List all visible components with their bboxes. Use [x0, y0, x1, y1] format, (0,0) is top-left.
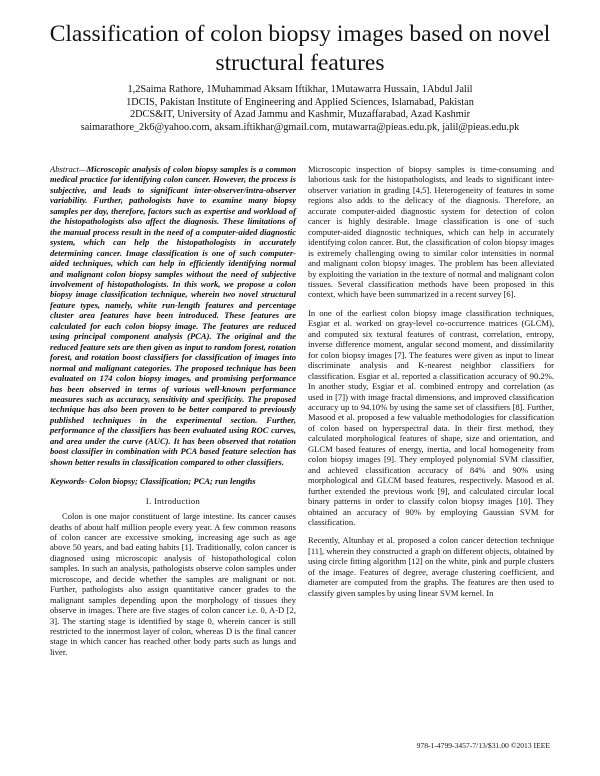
abstract-label: Abstract—	[50, 164, 87, 174]
author-emails: saimarathore_2k6@yahoo.com, aksam.iftikhar@gmail.com, mutawarra@pieas.edu.pk, jalil@pieas.edu.pk	[80, 121, 520, 133]
body-paragraph-1: Microscopic inspection of biopsy samples is time-consuming and laborious task for the histopathologists, and leads to significant inter-observer variation in grading [4,5]. Heterogeneity of features in some regions also adds to the delicacy of the diagnosis. Therefore, an accurate computer-aided diagnostic system for detection of colon cancer is highly desirable. Image classification is one of such computer-aided diagnostic techniques, which can help in accurately identifying colon cancer. But, the classification of colon biopsy images is extremely challenging owing to similar color intensities in normal and malignant colon biopsy images. The problem has been alleviated by exploiting the variation in the texture of normal and malignant colon tissues. Several classification methods have been proposed in this context, which have been summarized in a recent survey [6].	[308, 164, 554, 300]
affiliation-2: 2DCS&IT, University of Azad Jammu and Kashmir, Muzaffarabad, Azad Kashmir	[129, 109, 471, 120]
keywords: Keywords- Colon biopsy; Classification; PCA; run lengths	[50, 476, 256, 487]
body-paragraph-3: Recently, Altunbay et al. proposed a colon cancer detection technique [11], wherein they constructed a graph on different objects, obtained by using circle fitting algorithm [12] on the white, pink and purple clusters of the image. Features of degree, average clustering coefficient, and diameter are computed from the graphs. The features are then used to classify given samples by using linear SVM kernel. In	[308, 535, 554, 598]
section-heading-introduction: I. Introduction	[145, 495, 201, 506]
author-block	[30, 84, 570, 134]
abstract-text: Microscopic analysis of colon biopsy samples is a common medical practice for identifying colon cancer. However, the process is subjective, and leads to significant inter-observer/intra-observer variability. Further, pathologists have to examine many biopsy samples per day, therefore, factors such as expertise and workload of the histopathologists also affect the diagnosis. These limitations of the manual process result in the need of a computer-aided diagnostic system, which can help the histopathologists in accurately determining cancer. Image classification is one of such computer-aided techniques, which can help in efficiently identifying normal and malignant colon biopsy samples without the need of subjective involvement of histopathologists. In this work, we propose a colon biopsy image classification technique, wherein two novel structural feature types, namely, white run-length features and percentage cluster area features have been introduced. These features are calculated for each colon biopsy image. The features are reduced using principal component analysis (PCA). The original and the reduced feature sets are then given as input to random forest, rotation forest, and rotation boost classifiers for classification of images into normal and malignant categories. The proposed technique has been evaluated on 174 colon biopsy images, and promising performance has been observed in terms of various well-known performance measures such as accuracy, sensitivity and specificity. The proposed technique has also been proven to be better compared to previously published techniques in the experimental section. Further, performance of the classifiers has been evaluated using ROC curves, and area under the curve (AUC). It has been observed that rotation boost classifier in combination with PCA based feature selection has shown better results in classification compared to other classifiers.	[50, 164, 296, 467]
paper-title: Classification of colon biopsy images based on novel structural features	[49, 21, 551, 76]
author-line: 1,2Saima Rathore, 1Muhammad Aksam Iftikhar, 1Mutawarra Hussain, 1Abdul Jalil	[127, 84, 473, 95]
abstract	[50, 164, 296, 467]
affiliation-1: 1DCIS, Pakistan Institute of Engineering and Applied Sciences, Islamabad, Pakistan	[126, 96, 474, 108]
intro-paragraph-1: Colon is one major constituent of large intestine. Its cancer causes deaths of about half million people every year. A few common reasons of colon cancer are excessive smoking, increasing age such as age above 50 years, and bad eating habits [1]. Traditionally, colon cancer is diagnosed using microscopic analysis of histopathological colon samples. In such an analysis, pathologists observe colon samples under microscope, and decide whether the samples are malignant or not. Further, pathologists also assign quantitative cancer grades to the malignant samples depending upon the morphology of tissues they observe in images. There are five stages of colon cancer i.e. 0, A-D [2, 3]. The starting stage is identified by stage 0, wherein cancer is still restricted to the innermost layer of colon, whereas D is the final cancer stage in which cancer has reached other body parts such as lungs and liver.	[50, 511, 296, 657]
left-column	[50, 164, 296, 657]
body-paragraph-2: In one of the earliest colon biopsy image classification techniques, Esgiar et al. worked on gray-level co-occurrence matrices (GLCM), and computed six textural features of contrast, correlation, entropy, inverse difference moment, angular second moment, and dissimilarity for colon biopsy images [7]. The features were given as input to linear discriminate analysis and K-nearest neighbor classifiers for classification. Esgiar et al. reported a classification accuracy of 90.2%. In another study, Esgiar et al. combined entropy and correlation (as used in [7]) with image fractal dimensions, and improved classification accuracy up to 94.10% by using the same set of classifiers [8]. Further, Masood et al. proposed a few valuable methodologies for classification of colon based on hyperspectral data. In their first method, they calculated morphological features of shape, size and orientation, and GLCM based features of energy, inertia, and local homogeneity from colon biopsy images [9]. They employed polynomial SVM classifier, and achieved classification accuracy of 84% and 90% using morphological and GLCM based features, respectively. Masood et al. further extended the previous work [9], and calculated circular local binary patterns in order to classify colon biopsy images [10]. They obtained an accuracy of 90% by employing Gaussian SVM for classification.	[308, 307, 554, 527]
right-column	[308, 164, 554, 598]
copyright-footer: 978-1-4799-3457-7/13/$31.00 ©2013 IEEE	[416, 741, 550, 750]
